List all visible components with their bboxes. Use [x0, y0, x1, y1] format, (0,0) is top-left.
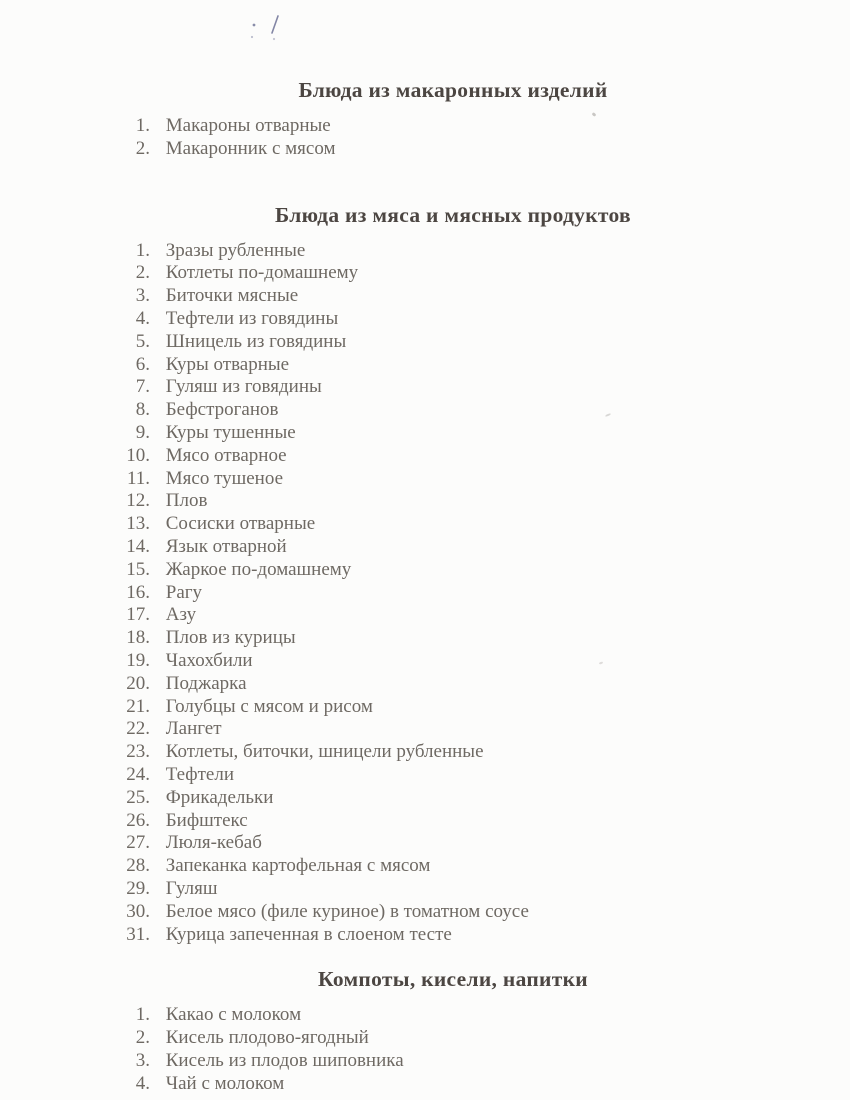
dish-label: Котлеты по-домашнему	[165, 262, 359, 284]
dish-list-item	[111, 582, 850, 605]
dish-list-item	[111, 262, 850, 285]
dish-number: 2.	[135, 1027, 150, 1049]
dish-list-item	[111, 650, 850, 673]
dish-number: 17.	[126, 604, 150, 626]
dish-list-item	[111, 354, 850, 377]
dish-number: 6.	[135, 353, 150, 375]
dish-list-item	[111, 741, 850, 764]
dish-list-item	[111, 604, 850, 627]
dish-label: Чахохбили	[165, 649, 253, 671]
dish-list-item	[111, 422, 850, 445]
dish-number: 25.	[126, 786, 150, 808]
dish-label: Белое мясо (филе куриное) в томатном соусе	[165, 900, 529, 922]
dish-label: Шницель из говядины	[165, 330, 347, 352]
dish-list-item	[111, 513, 850, 536]
dish-number: 24.	[126, 763, 150, 785]
dish-list	[0, 115, 850, 161]
menu-section	[0, 78, 850, 161]
dish-label: Голубцы с мясом и рисом	[165, 695, 373, 717]
dish-number: 21.	[126, 695, 150, 717]
dish-number: 20.	[126, 672, 150, 694]
section-title: Блюда из мяса и мясных продуктов	[275, 202, 631, 227]
dish-list-item	[111, 536, 850, 559]
dish-label: Фрикадельки	[165, 786, 274, 808]
dish-list-item	[111, 559, 850, 582]
dish-number: 28.	[126, 855, 150, 877]
dish-label: Плов	[165, 490, 208, 512]
dish-list	[0, 1004, 850, 1095]
dish-label: Кисель из плодов шиповника	[165, 1049, 404, 1071]
dish-number: 26.	[126, 809, 150, 831]
dish-label: Куры тушенные	[165, 421, 296, 443]
dish-number: 1.	[135, 1004, 150, 1026]
dish-number: 11.	[126, 467, 150, 489]
dish-label: Макаронник с мясом	[165, 137, 336, 159]
dish-list-item	[111, 490, 850, 513]
dish-label: Гуляш	[165, 877, 218, 899]
dish-number: 10.	[126, 444, 150, 466]
dish-number: 7.	[135, 376, 150, 398]
dish-number: 15.	[126, 558, 150, 580]
dish-number: 2.	[135, 262, 150, 284]
dish-number: 3.	[135, 285, 150, 307]
dish-label: Зразы рубленные	[165, 239, 306, 261]
dish-label: Азу	[165, 604, 197, 626]
dish-label: Биточки мясные	[165, 285, 299, 307]
dish-list-item	[111, 1050, 850, 1073]
dish-label: Бефстроганов	[165, 399, 279, 421]
dish-number: 8.	[135, 399, 150, 421]
dish-list-item	[111, 878, 850, 901]
menu-section	[0, 203, 850, 947]
dish-number: 14.	[126, 535, 150, 557]
dish-label: Бифштекс	[165, 809, 248, 831]
dish-label: Сосиски отварные	[165, 513, 316, 535]
dish-list-item	[111, 718, 850, 741]
dish-number: 9.	[135, 421, 150, 443]
dish-list-item	[111, 1027, 850, 1050]
dish-list-item	[111, 399, 850, 422]
dish-number: 4.	[135, 307, 150, 329]
dish-list-item	[111, 1073, 850, 1096]
dish-list-item	[111, 376, 850, 399]
dish-label: Котлеты, биточки, шницели рубленные	[165, 741, 484, 763]
dish-list-item	[111, 696, 850, 719]
dish-label: Какао с молоком	[165, 1004, 302, 1026]
dish-label: Язык отварной	[165, 535, 287, 557]
dish-number: 13.	[126, 513, 150, 535]
dish-label: Куры отварные	[165, 353, 290, 375]
dish-number: 3.	[135, 1049, 150, 1071]
dish-number: 22.	[126, 718, 150, 740]
dish-number: 12.	[126, 490, 150, 512]
dish-number: 31.	[126, 923, 150, 945]
dish-number: 18.	[126, 627, 150, 649]
dish-list	[0, 240, 850, 947]
dish-label: Рагу	[165, 581, 203, 603]
dish-label: Поджарка	[165, 672, 247, 694]
dish-list-item	[111, 331, 850, 354]
dish-number: 16.	[126, 581, 150, 603]
dish-number: 2.	[135, 137, 150, 159]
dish-label: Тефтели	[165, 763, 234, 785]
dish-label: Тефтели из говядины	[165, 307, 339, 329]
dish-label: Люля-кебаб	[165, 832, 262, 854]
dish-number: 5.	[135, 330, 150, 352]
dish-list-item	[111, 445, 850, 468]
dish-number: 27.	[126, 832, 150, 854]
dish-label: Лангет	[165, 718, 222, 740]
dish-list-item	[111, 810, 850, 833]
dish-list-item	[111, 138, 850, 161]
dish-list-item	[111, 764, 850, 787]
dish-number: 1.	[135, 115, 150, 136]
dish-list-item	[111, 285, 850, 308]
dish-list-item	[111, 115, 850, 138]
dish-label: Гуляш из говядины	[165, 376, 322, 398]
dish-list-item	[111, 240, 850, 263]
dish-number: 23.	[126, 741, 150, 763]
dish-label: Чай с молоком	[165, 1072, 285, 1094]
dish-label: Мясо отварное	[165, 444, 287, 466]
section-title: Компоты, кисели, напитки	[318, 967, 588, 992]
dish-list-item	[111, 468, 850, 491]
dish-label: Жаркое по-домашнему	[165, 558, 352, 580]
dish-label: Плов из курицы	[165, 627, 296, 649]
dish-number: 4.	[135, 1072, 150, 1094]
dish-list-item	[111, 855, 850, 878]
dish-list-item	[111, 787, 850, 810]
dish-label: Курица запеченная в слоеном тесте	[165, 923, 452, 945]
dish-label: Макароны отварные	[165, 115, 331, 136]
dish-list-item	[111, 1004, 850, 1027]
menu-section	[0, 967, 850, 1095]
dish-list-item	[111, 924, 850, 947]
dish-number: 29.	[126, 877, 150, 899]
dish-list-item	[111, 308, 850, 331]
dish-list-item	[111, 673, 850, 696]
dish-number: 30.	[126, 900, 150, 922]
dish-list-item	[111, 901, 850, 924]
dish-number: 1.	[135, 239, 150, 261]
dish-list-item	[111, 627, 850, 650]
dish-label: Запеканка картофельная с мясом	[165, 855, 431, 877]
dish-label: Мясо тушеное	[165, 467, 284, 489]
dish-list-item	[111, 832, 850, 855]
dish-label: Кисель плодово-ягодный	[165, 1027, 369, 1049]
dish-number: 19.	[126, 649, 150, 671]
section-title: Блюда из макаронных изделий	[298, 78, 608, 102]
